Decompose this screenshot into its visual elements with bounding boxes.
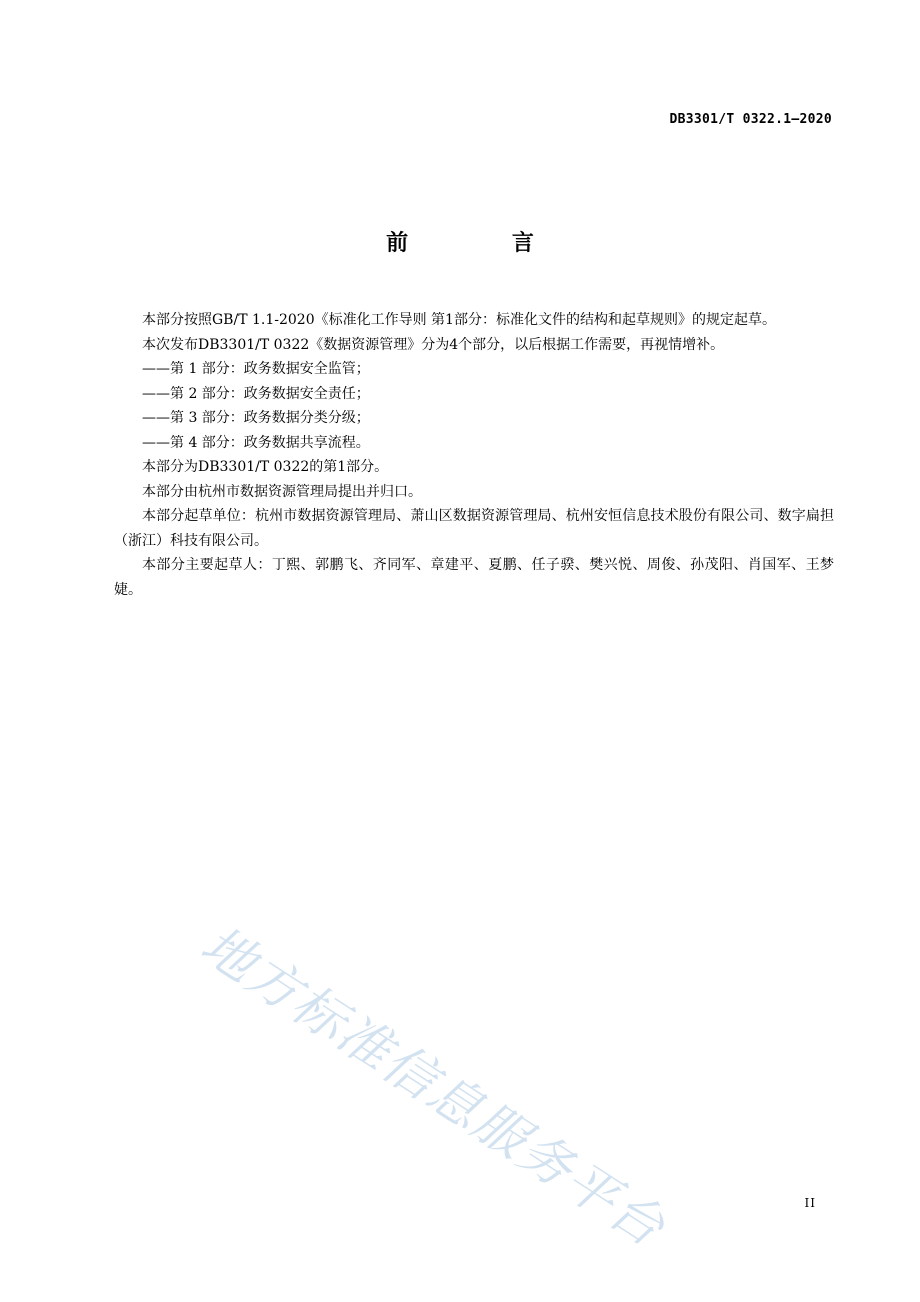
list-item-part-2: ——第 2 部分：政务数据安全责任；	[142, 385, 370, 402]
page-title: 前 言	[386, 231, 582, 256]
list-item-part-4: ——第 4 部分：政务数据共享流程。	[142, 434, 370, 451]
list-item-part-3: ——第 3 部分：政务数据分类分级；	[142, 410, 370, 426]
paragraph-release-info: 本次发布DB3301/T 0322《数据资源管理》分为4个部分，以后根据工作需要，再视情增补。	[142, 336, 725, 353]
list-item-part-1: ——第 1 部分：政务数据安全监管；	[142, 361, 370, 377]
page-number: II	[804, 1196, 816, 1210]
paragraph-drafters: 本部分主要起草人：丁熙、郭鹏飞、齐同军、章建平、夏鹏、任子骙、樊兴悦、周俊、孙茂阳、肖国军、王梦婕。	[114, 557, 834, 598]
document-code: DB3301/T 0322.1—2020	[669, 112, 832, 127]
paragraph-proposer: 本部分由杭州市数据资源管理局提出并归口。	[142, 483, 422, 500]
watermark-text: 地方标准信息服务平台	[190, 914, 676, 1260]
paragraph-part-statement: 本部分为DB3301/T 0322的第1部分。	[142, 459, 389, 475]
document-body	[114, 308, 834, 602]
paragraph-drafting-units: 本部分起草单位：杭州市数据资源管理局、萧山区数据资源管理局、杭州安恒信息技术股份有限公司、数字扁担（浙江）科技有限公司。	[114, 508, 834, 549]
paragraph-drafting-basis: 本部分按照GB/T 1.1-2020《标准化工作导则 第1部分：标准化文件的结构和起草规则》的规定起草。	[142, 312, 776, 328]
